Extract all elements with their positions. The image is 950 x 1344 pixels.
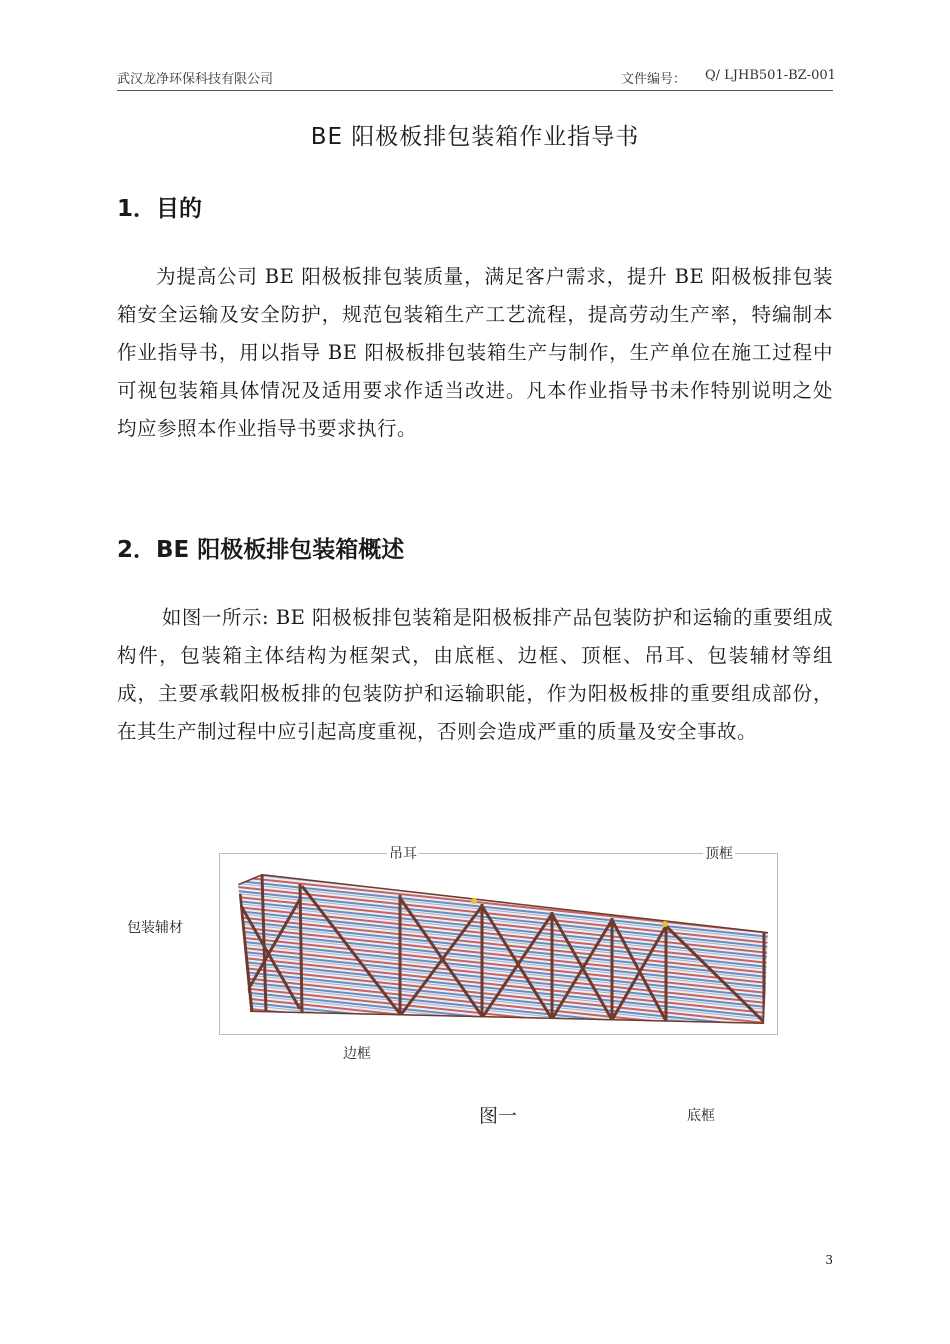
section-1-heading: 1．目的	[117, 196, 203, 222]
document-title: BE 阳极板排包装箱作业指导书	[310, 124, 640, 150]
section-1-body: 为提高公司 BE 阳极板排包装质量，满足客户需求，提升 BE 阳极板排包装箱安全运输及安全防护，规范包装箱生产工艺流程，提高劳动生产率，特编制本作业指导书，用以指导 BE 阳极板排包装箱生产与制作，生产单位在施工过程中可视包装箱具体情况及适用要求作适当改进。凡本作业指导书未作特别说明之处均应参照本作业指导书要求执行。	[117, 265, 833, 440]
company-name: 武汉龙净环保科技有限公司	[117, 72, 274, 87]
label-packing-material: 包装辅材	[127, 920, 183, 936]
doc-number: Q/ LJHB501-BZ-001	[705, 68, 836, 83]
doc-number-label: 文件编号：	[621, 72, 687, 87]
section-2-heading: 2．BE 阳极板排包装箱概述	[117, 537, 405, 563]
label-lifting-lug: 吊耳	[387, 843, 419, 863]
packing-box-photo	[220, 854, 776, 1032]
label-bottom-frame: 底框	[687, 1108, 715, 1124]
figure-caption: 图一	[479, 1105, 518, 1127]
lifting-lug-marker	[662, 921, 668, 927]
label-side-frame: 边框	[343, 1046, 371, 1062]
section-2-body: 如图一所示: BE 阳极板排包装箱是阳极板排产品包装防护和运输的重要组成构件，包装箱主体结构为框架式，由底框、边框、顶框、吊耳、包装辅材等组成，主要承载阳极板排的包装防护和运输职能，作为阳极板排的重要组成部份，在其生产制过程中应引起高度重视，否则会造成严重的质量及安全事故。	[117, 606, 833, 743]
header-divider	[117, 90, 833, 91]
label-top-frame: 顶框	[703, 843, 735, 863]
page-number: 3	[825, 1253, 833, 1267]
lifting-lug-marker	[471, 898, 477, 904]
